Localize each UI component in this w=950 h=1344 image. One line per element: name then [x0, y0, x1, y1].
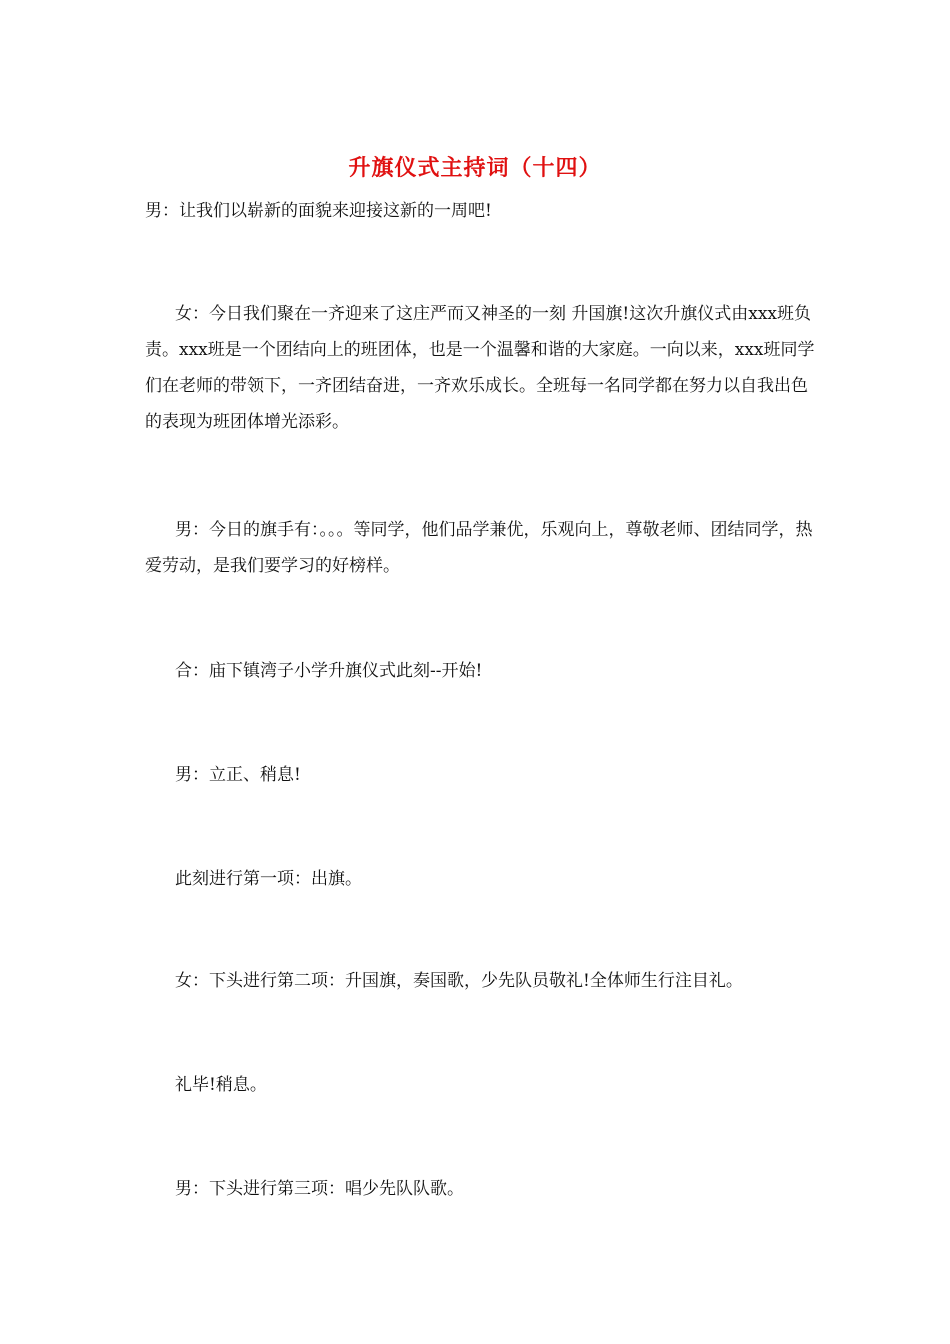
paragraph-7: 女：下头进行第二项：升国旗，奏国歌，少先队员敬礼!全体师生行注目礼。	[175, 971, 743, 991]
paragraph-4: 合：庙下镇湾子小学升旗仪式此刻--开始!	[175, 661, 483, 681]
paragraph-3: 男：今日的旗手有：。。。等同学，他们品学兼优，乐观向上，尊敬老师、团结同学，热爱劳动，是我们要学习的好榜样。	[145, 520, 813, 576]
paragraph-6: 此刻进行第一项：出旗。	[175, 869, 362, 889]
paragraph-2: 女：今日我们聚在一齐迎来了这庄严而又神圣的一刻 升国旗!这次升旗仪式由xxx班负责。xxx班是一个团结向上的班团体，也是一个温馨和谐的大家庭。一向以来，xxx班同学们在老师的带领下，一齐团结奋进，一齐欢乐成长。全班每一名同学都在努力以自我出色的表现为班团体增光添彩。	[145, 304, 815, 432]
paragraph-5: 男：立正、稍息!	[175, 765, 301, 785]
paragraph-8: 礼毕!稍息。	[175, 1075, 267, 1095]
document-title: 升旗仪式主持词（十四）	[348, 155, 602, 181]
paragraph-9: 男：下头进行第三项：唱少先队队歌。	[175, 1179, 464, 1199]
paragraph-1: 男：让我们以崭新的面貌来迎接这新的一周吧!	[145, 201, 492, 221]
